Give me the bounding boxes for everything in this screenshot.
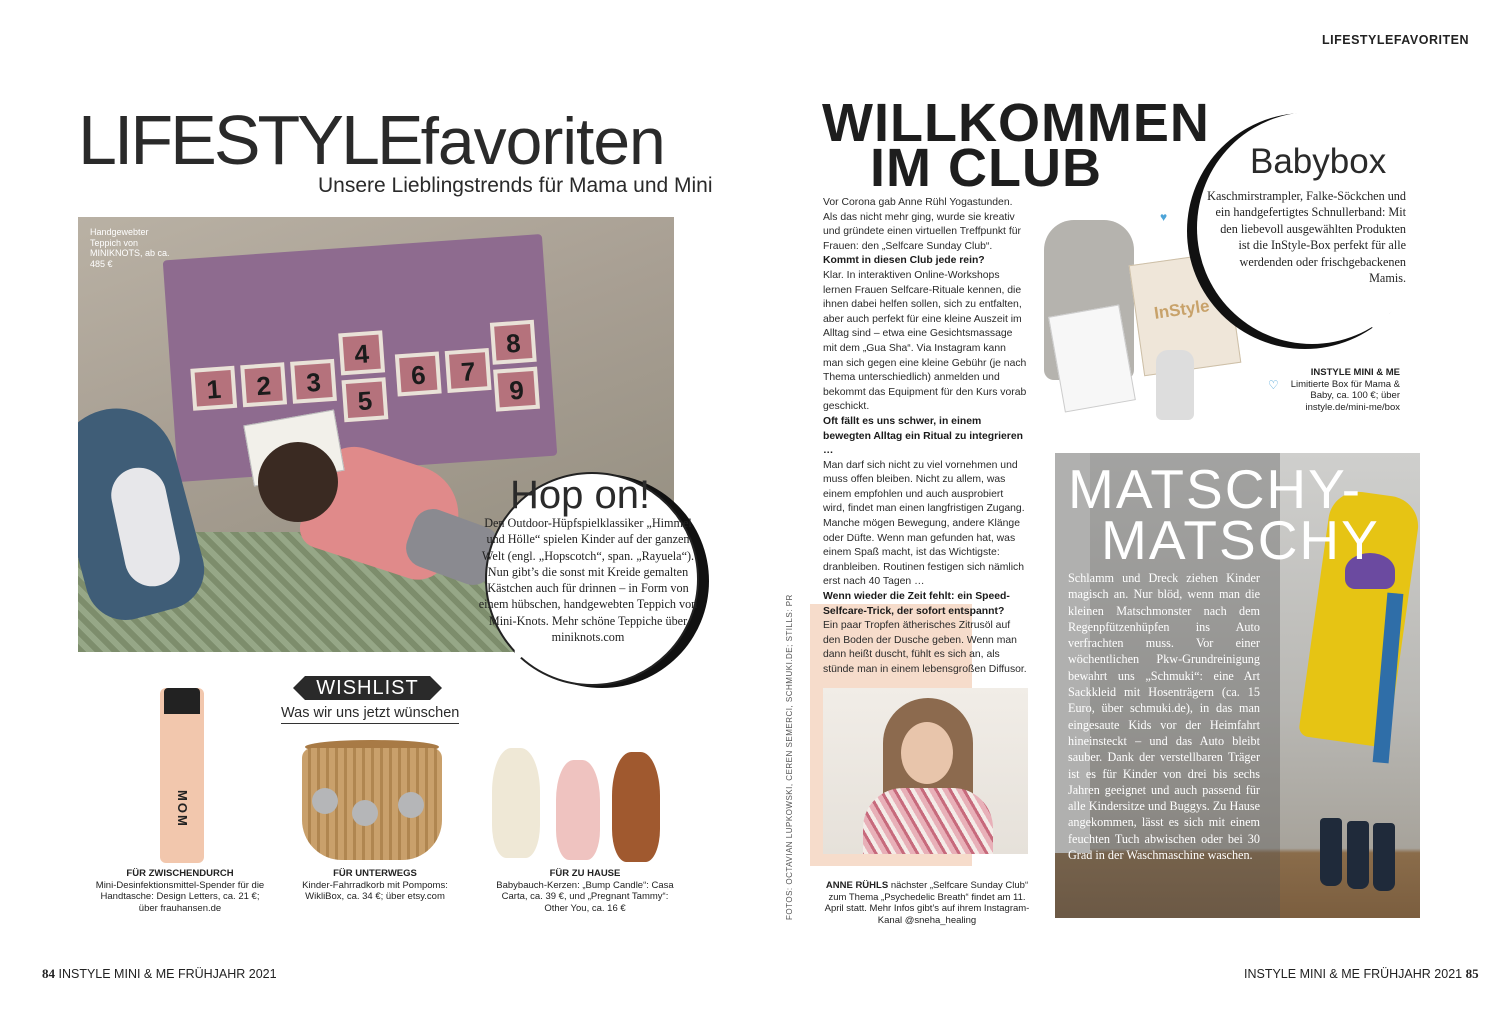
rain-boot	[1320, 818, 1342, 886]
matschy-body: Schlamm und Dreck ziehen Kinder magisch an. Nur blöd, wenn man die kleinen Matschmonster nach dem Regenpfützenhüpfen ins Auto verfrachten muss. Vor einer wöchentlichen Pkw-Grundreinigung bewahrt uns „Schmuki“: eine Art Sackkleid mit Hosenträgern (ca. 15 Euro, über schmuki.de), in das man eingesaute Kids vor der Heimfahrt hineinsteckt – und das Auto bleibt sauber. Dank der verstellbaren Träger ist es für Kinder von drei bis sechs Jahren geeignet und auch passend für alle Kindersitze und Buggys. Zu Hause angekommen, lässt es sich mit einem feuchten Tuch abwischen oder bei 30 Grad in der Waschmaschine waschen.	[1068, 571, 1260, 863]
babybox-caption-text: Limitierte Box für Mama & Baby, ca. 100 €; über instyle.de/mini-me/box	[1290, 378, 1400, 413]
baby-bottle	[1156, 350, 1194, 420]
portrait-blouse	[863, 788, 993, 854]
pompom	[352, 800, 378, 826]
hopon-body: Den Outdoor-Hüpfspielklassiker „Himmel und Hölle“ spielen Kinder auf der ganzen Welt (engl. „Hopscotch“, span. „Rayuela“). Nun gibt’s die sonst mit Kreide gemalten Kästchen auch für drinnen – in Form von einem hübschen, handgewebten Teppich von Mini-Knots. Mehr schöne Teppiche über miniknots.com	[478, 516, 698, 645]
candle-image	[556, 760, 600, 860]
anne-caption	[822, 880, 1032, 926]
rug-cell: 9	[493, 367, 540, 412]
heart-icon: ♥	[1160, 210, 1168, 224]
anne-caption-name: ANNE RÜHLS	[825, 880, 889, 891]
title-sub: favoriten	[420, 104, 665, 178]
rug-cell: 2	[240, 362, 287, 407]
club-answer: Man darf sich nicht zu viel vornehmen und muss offen bleiben. Nicht zu allem, was einem empfohlen und auch ausprobiert wird, findet man einen langfristigen Zugang. Manche mögen Bewegung, andere Klänge oder Düfte. Wenn man gefunden hat, was einem Spaß macht, ist das Wichtigste: dranbleiben. Routinen festigen sich nämlich erst nach 40 Tagen …	[823, 459, 1025, 588]
rug-cell: 3	[290, 359, 337, 404]
photo-credit: FOTOS: OCTAVIAN LUPKOWSKI, CEREN SEMERCI, SCHMUKI.DE; STILLS: PR	[785, 594, 794, 920]
rug-caption: Handgewebter Teppich von MINIKNOTS, ab ca. 485 €	[90, 227, 170, 269]
rug-cell: 5	[342, 377, 389, 422]
footer-left	[42, 966, 277, 982]
matschy-title-line2: MATSCHY	[1101, 509, 1380, 571]
banner-arrow-left	[293, 676, 305, 700]
pompom	[312, 788, 338, 814]
club-title-line2: IM CLUB	[870, 138, 1102, 198]
rug-cell: 8	[490, 320, 537, 365]
product-heading: FÜR ZU HAUSE	[549, 868, 621, 879]
product-text: Kinder-Fahrradkorb mit Pompoms: WikliBox, ca. 34 €; über etsy.com	[302, 879, 448, 902]
instyle-logo: InStyle	[1152, 296, 1211, 323]
disinfectant-bottle-image	[160, 688, 204, 863]
rain-boot	[1373, 823, 1395, 891]
product-heading: FÜR ZWISCHENDURCH	[126, 868, 234, 879]
candle-image	[612, 752, 660, 862]
club-question: Oft fällt es uns schwer, in einem bewegten Alltag ein Ritual zu integrieren …	[823, 415, 1023, 457]
rain-boot	[1347, 821, 1369, 889]
footer-text: INSTYLE MINI & ME FRÜHJAHR 2021	[1244, 967, 1463, 981]
banner-arrow-right	[430, 676, 442, 700]
club-answer: Klar. In interaktiven Online-Workshops lernen Frauen Selfcare-Rituale kennen, die ihnen dabei helfen sollen, sich zu entfalten, aber auch perfekt für eine kleine Auszeit im Alltag sind – etwa eine Gesichtsmassage mit dem „Gua Sha“. Via Instagram kann man sich gegen eine kleine Gebühr (je nach Thema unterschiedlich) anmelden und bekommt das Equipment für den Kurs vorab geschickt.	[823, 269, 1027, 413]
footer-right	[1244, 966, 1479, 982]
hopscotch-rug	[163, 234, 558, 482]
title-main: LIFESTYLE	[78, 101, 421, 179]
portrait-face	[901, 722, 953, 784]
wishlist-subtitle: Was wir uns jetzt wünschen	[281, 705, 459, 724]
hopon-title: Hop on!	[510, 473, 651, 517]
babybox-caption	[1290, 367, 1400, 413]
page-title	[78, 100, 665, 180]
club-question: Kommt in diesen Club jede rein?	[823, 255, 985, 267]
product-text: Mini-Desinfektionsmittel-Spender für die Handtasche: Design Letters, ca. 21 €; über frauhansen.de	[95, 879, 265, 914]
rug-cell: 7	[445, 348, 492, 393]
wishlist-banner: WISHLIST	[305, 676, 430, 700]
babybox-caption-heading: INSTYLE MINI & ME	[1310, 367, 1400, 378]
page-number: 85	[1465, 966, 1479, 981]
club-question: Wenn wieder die Zeit fehlt: ein Speed-Selfcare-Trick, der sofort entspannt?	[823, 591, 1010, 617]
rug-cell: 4	[338, 330, 385, 375]
heart-icon: ♡	[1268, 378, 1279, 392]
babybox-title: Babybox	[1250, 142, 1387, 181]
product-heading: FÜR UNTERWEGS	[333, 868, 417, 879]
footer-text: INSTYLE MINI & ME FRÜHJAHR 2021	[58, 967, 277, 981]
club-intro: Vor Corona gab Anne Rühl Yogastunden. Als das nicht mehr ging, wurde sie kreativ und gründete einen virtuellen Treffpunkt für Frauen: den „Selfcare Sunday Club“.	[823, 197, 1021, 252]
candle-image	[492, 748, 540, 858]
rug-cell: 1	[190, 366, 237, 411]
club-title-line1: WILLKOMMEN	[822, 93, 1210, 153]
product-text: Babybauch-Kerzen: „Bump Candle“: Casa Carta, ca. 39 €, und „Pregnant Tammy“: Other You, ca. 16 €	[496, 879, 674, 914]
pompom	[398, 792, 424, 818]
bottle-label: MOM	[175, 790, 190, 828]
matschy-title-line1: MATSCHY-	[1068, 458, 1363, 520]
product-caption	[490, 868, 680, 914]
rug-cell: 6	[395, 351, 442, 396]
product-caption	[95, 868, 265, 914]
page-number: 84	[42, 966, 55, 981]
club-article-body	[823, 196, 1028, 678]
club-answer: Ein paar Tropfen ätherisches Zitrusöl auf den Boden der Dusche geben. Wenn man dann heißt duscht, fühlt es sich an, als stünde man in einem lebensgroßen Diffusor.	[823, 620, 1027, 675]
babybox-body: Kaschmirstrampler, Falke-Söckchen und ein handgefertigtes Schnullerband: Mit den liebevoll ausgewählten Produkten ist die InStyle-Box perfekt für alle werdenden oder frischgebackenen Mamis.	[1207, 189, 1406, 286]
anne-portrait-photo	[823, 688, 1028, 854]
anne-caption-text: nächster „Selfcare Sunday Club“ zum Thema „Psychedelic Breath“ findet am 11. April statt. Mehr Infos gibt’s auf ihrem Instagram-Kanal @sneha_healing	[824, 880, 1030, 926]
bottle-cap	[164, 688, 200, 714]
child-head	[258, 442, 338, 522]
product-caption	[300, 868, 450, 903]
section-label: LIFESTYLEFAVORITEN	[1322, 33, 1469, 47]
page-subtitle: Unsere Lieblingstrends für Mama und Mini	[318, 174, 713, 197]
